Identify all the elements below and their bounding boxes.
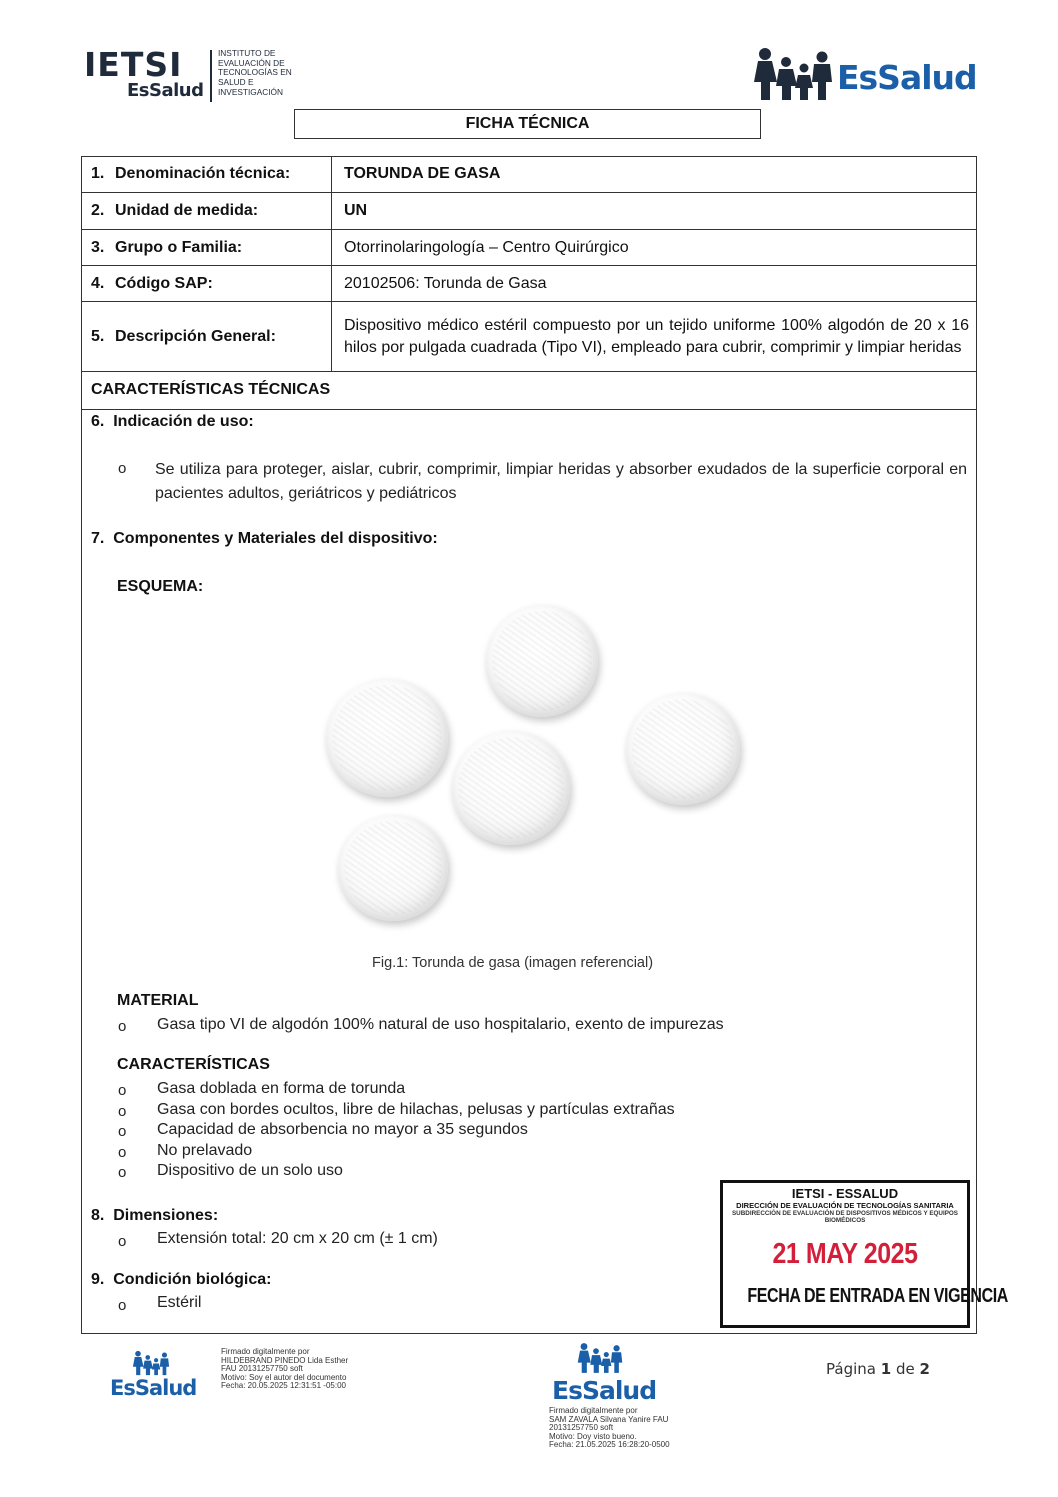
section-title: Componentes y Materiales del dispositivo: (113, 530, 438, 547)
page-current: 1 (880, 1360, 892, 1378)
row-number: 4. (91, 274, 105, 292)
essalud-family-icon (753, 46, 833, 102)
section-number: 9. (91, 1271, 105, 1288)
essalud-family-icon (572, 1342, 628, 1374)
page-of: de (895, 1360, 915, 1378)
footer-logo-text: EsSalud (552, 1376, 657, 1405)
caracteristica-item: No prelavado (157, 1142, 253, 1159)
gauze-ball (452, 731, 570, 845)
caracteristica-item: Gasa doblada en forma de torunda (157, 1080, 406, 1097)
document-title: FICHA TÉCNICA (294, 109, 761, 139)
bullet-icon: o (118, 1082, 127, 1099)
gauze-balls-image (318, 595, 748, 925)
bullet-icon: o (118, 1123, 127, 1140)
section-title: Condición biológica: (113, 1271, 272, 1288)
bullet-icon: o (118, 1018, 127, 1035)
gauze-ball (486, 605, 598, 717)
digital-signature-2: Firmado digitalmente por SAM ZAVALA Silvana Yanire FAU 20131257750 soft Motivo: Doy visto bueno. Fecha: 21.05.2025 16:28:20-0500 (549, 1406, 670, 1450)
row-number: 3. (91, 238, 105, 256)
table-row (81, 266, 977, 302)
row-label: Código SAP: (115, 274, 213, 292)
row-value: TORUNDA DE GASA (344, 165, 501, 182)
gauze-ball (326, 679, 448, 797)
footer-essalud-logo-left (108, 1350, 198, 1406)
row-number: 1. (91, 165, 105, 182)
ietsi-logo (84, 46, 314, 104)
essalud-logo (753, 46, 979, 102)
stamp-org: IETSI - ESSALUD (791, 1186, 899, 1201)
row-label: Grupo o Familia: (115, 238, 243, 256)
bullet-icon: o (118, 1233, 127, 1250)
essalud-logo-word: EsSalud (837, 58, 977, 97)
gauze-ball (626, 693, 740, 805)
gauze-ball (338, 815, 448, 921)
row-value: Dispositivo médico estéril compuesto por un tejido uniforme 100% algodón de 20 x 16 hilos por pulgada cuadrada (Tipo VI), empleado para cubrir, comprimir y limpiar heridas (344, 316, 969, 356)
row-number: 2. (91, 202, 105, 219)
stamp-date: 21 MAY 2025 (772, 1238, 918, 1270)
stamp-direction: DIRECCIÓN DE EVALUACIÓN DE TECNOLOGÍAS SANITARIA (736, 1201, 954, 1210)
section-number: 6. (91, 413, 105, 430)
row-value: 20102506: Torunda de Gasa (344, 274, 547, 292)
ietsi-institute-text: INSTITUTO DE EVALUACIÓN DE TECNOLOGÍAS EN SALUD E INVESTIGACIÓN (218, 48, 292, 97)
section-title: Dimensiones: (113, 1207, 219, 1224)
esquema-label: ESQUEMA: (117, 578, 204, 595)
bullet-icon: o (118, 1103, 127, 1120)
digital-signature-1: Firmado digitalmente por HILDEBRAND PINEDO Lida Esther FAU 20131257750 soft Motivo: Soy el autor del documento Fecha: 20.05.2025 12:31:51 -05:00 (221, 1347, 349, 1391)
table-row (81, 230, 977, 266)
bullet-icon: o (118, 1164, 127, 1181)
caracteristica-item: Capacidad de absorbencia no mayor a 35 segundos (157, 1121, 528, 1138)
caracteristica-item: Dispositivo de un solo uso (157, 1162, 343, 1179)
section-number: 8. (91, 1207, 105, 1224)
section-6-text: Se utiliza para proteger, aislar, cubrir, comprimir, limpiar heridas y absorber exudados de la superficie corporal en pacientes adultos, geriátricos y pediátricos (155, 461, 967, 502)
validity-stamp (720, 1180, 1008, 1328)
section-7-heading (91, 530, 438, 548)
section-9-heading (91, 1271, 271, 1289)
table-row (81, 302, 977, 372)
section-title: Indicación de uso: (113, 413, 254, 430)
section-header: CARACTERÍSTICAS TÉCNICAS (91, 381, 331, 398)
page-total: 2 (919, 1360, 930, 1378)
stamp-label: FECHA DE ENTRADA EN VIGENCIA (747, 1285, 1008, 1307)
ietsi-logo-divider (210, 50, 212, 102)
stamp-subdirection: SUBDIRECCIÓN DE EVALUACIÓN DE DISPOSITIVOS MÉDICOS Y EQUIPOS BIOMÉDICOS (731, 1210, 959, 1224)
section-header-row (81, 372, 977, 410)
row-value: Otorrinolaringología – Centro Quirúrgico (344, 238, 629, 256)
row-number: 5. (91, 327, 105, 345)
biological-condition-item: Estéril (157, 1294, 202, 1311)
section-8-heading (91, 1207, 218, 1225)
figure-caption: Fig.1: Torunda de gasa (imagen referencial) (372, 955, 654, 971)
table-row (81, 193, 977, 230)
row-label: Descripción General: (115, 327, 276, 345)
caracteristicas-title: CARACTERÍSTICAS (117, 1056, 270, 1073)
row-label: Denominación técnica: (115, 165, 291, 182)
caracteristica-item: Gasa con bordes ocultos, libre de hilachas, pelusas y partículas extrañas (157, 1101, 675, 1118)
footer-essalud-logo-center (550, 1342, 660, 1408)
ietsi-logo-sub: EsSalud (127, 80, 204, 101)
bullet-icon: o (118, 1297, 127, 1314)
bullet-icon: o (118, 460, 127, 477)
page-prefix: Página (826, 1360, 876, 1378)
bullet-icon: o (118, 1144, 127, 1161)
row-label: Unidad de medida: (115, 202, 259, 219)
table-row (81, 156, 977, 193)
section-6-heading (91, 413, 254, 431)
section-number: 7. (91, 530, 105, 547)
page-number (826, 1360, 930, 1378)
row-value: UN (344, 202, 368, 219)
footer-logo-text: EsSalud (110, 1376, 197, 1400)
material-title: MATERIAL (117, 992, 199, 1009)
material-item: Gasa tipo VI de algodón 100% natural de uso hospitalario, exento de impurezas (157, 1016, 724, 1033)
ietsi-logo-word: IETSI (84, 45, 183, 84)
essalud-family-icon (126, 1350, 176, 1376)
dimension-item: Extensión total: 20 cm x 20 cm (± 1 cm) (157, 1230, 438, 1247)
